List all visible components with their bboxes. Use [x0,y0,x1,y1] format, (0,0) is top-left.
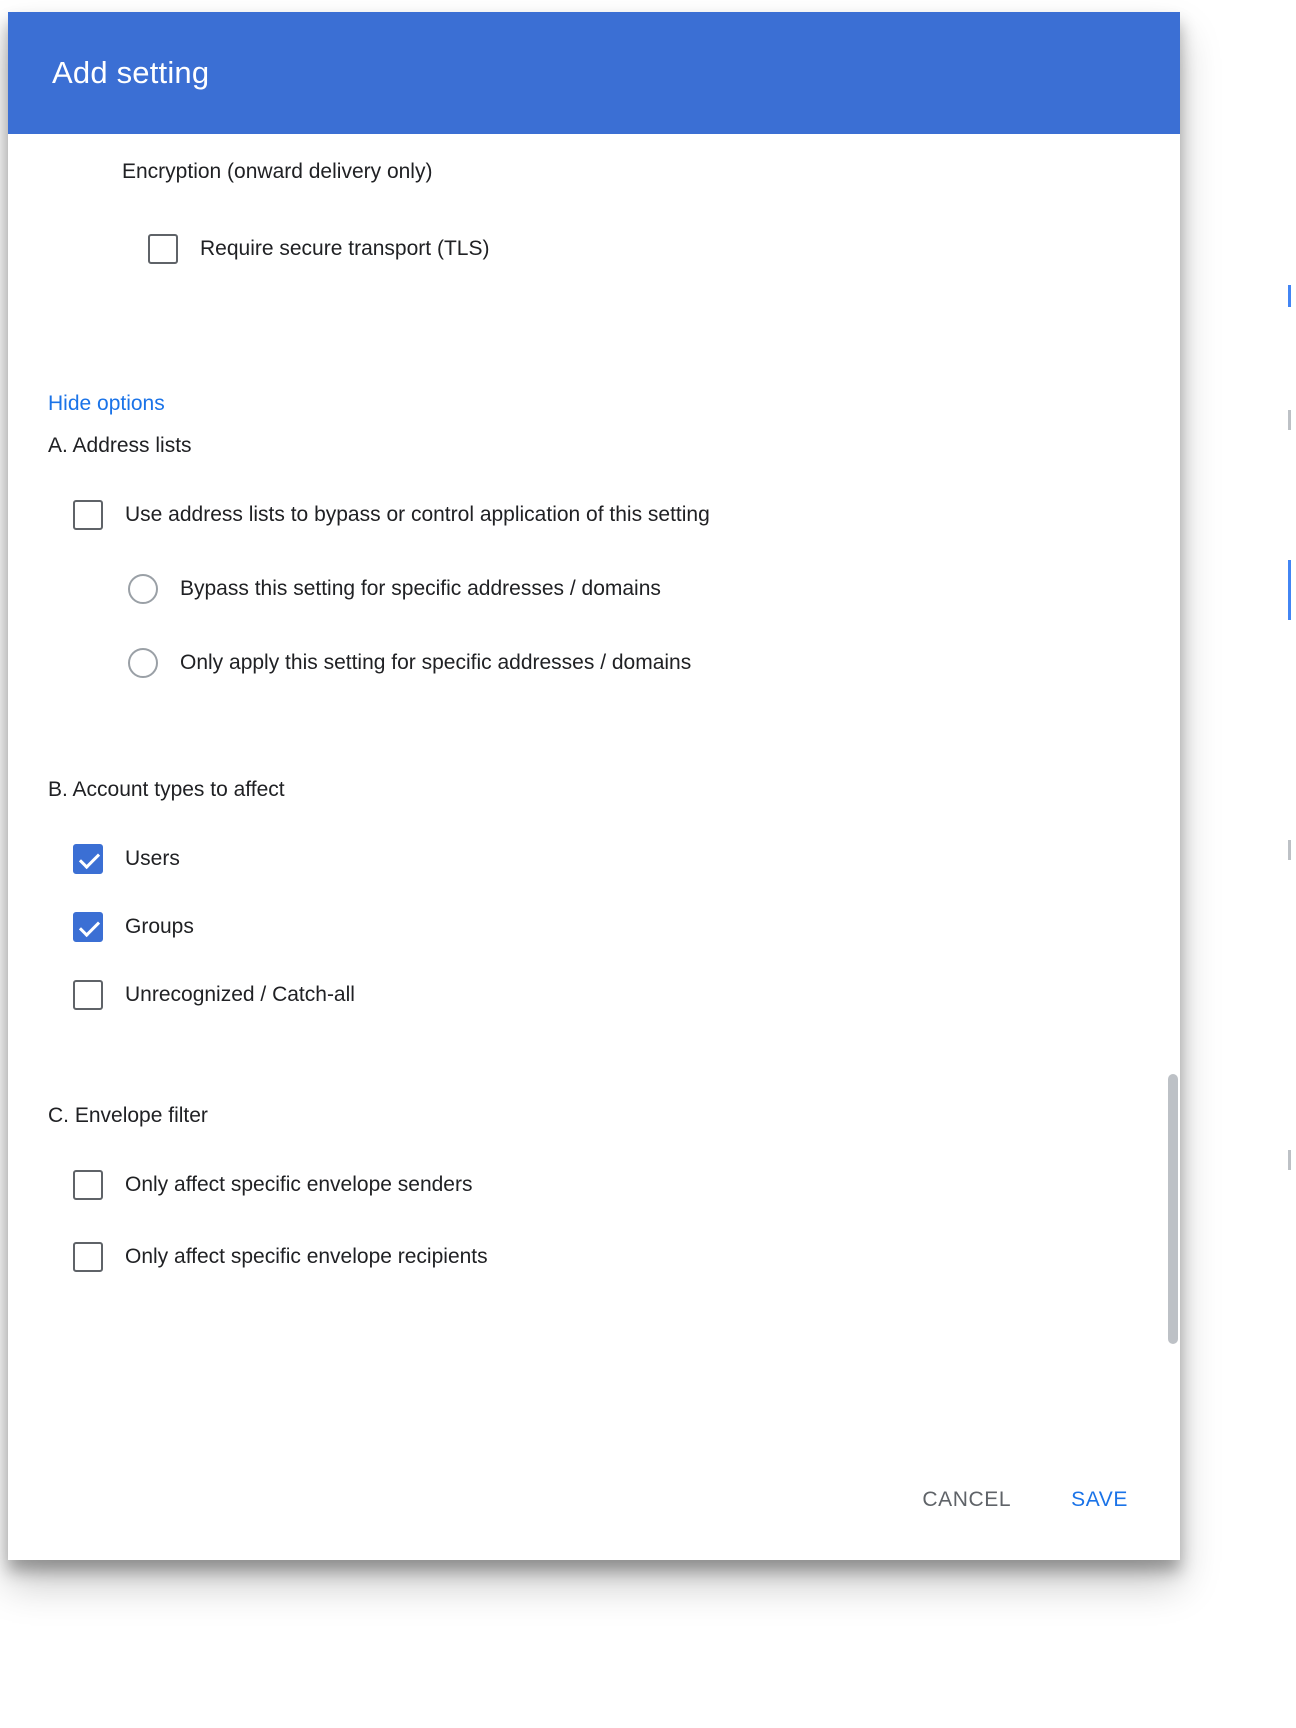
checkbox-icon[interactable] [73,912,103,942]
use-address-lists-label: Use address lists to bypass or control application of this setting [125,503,710,526]
radio-only-apply-setting-label: Only apply this setting for specific addresses / domains [180,651,692,674]
envelope-senders-checkbox-row[interactable] [48,1170,1140,1200]
users-checkbox-row[interactable] [48,844,1140,874]
groups-label: Groups [125,915,194,938]
background-accent-bar-5 [1288,1150,1291,1170]
hide-options-link[interactable]: Hide options [48,392,165,415]
add-setting-dialog [8,12,1180,1560]
require-tls-checkbox-row[interactable] [48,234,1140,264]
checkbox-icon[interactable] [73,980,103,1010]
dialog-footer [8,1440,1180,1560]
radio-bypass-setting-row[interactable] [48,574,1140,604]
dialog-body [8,134,1180,1440]
use-address-lists-checkbox-row[interactable] [48,500,1140,530]
checkbox-icon[interactable] [73,500,103,530]
checkbox-icon[interactable] [73,844,103,874]
checkbox-icon[interactable] [73,1242,103,1272]
groups-checkbox-row[interactable] [48,912,1140,942]
page-title: Add setting [52,55,210,90]
radio-icon[interactable] [128,648,158,678]
background-accent-bar-3 [1288,410,1291,430]
save-button[interactable]: SAVE [1063,1478,1136,1522]
checkbox-icon[interactable] [73,1170,103,1200]
users-label: Users [125,847,180,870]
section-heading-address-lists: A. Address lists [48,434,192,457]
dialog-scrollbar[interactable] [1166,134,1180,1440]
cancel-button[interactable]: CANCEL [914,1478,1019,1522]
radio-only-apply-setting-row[interactable] [48,648,1140,678]
encryption-section-label: Encryption (onward delivery only) [122,160,433,183]
checkbox-icon[interactable] [148,234,178,264]
dialog-header [8,12,1180,134]
section-heading-account-types: B. Account types to affect [48,778,285,801]
scrollbar-thumb[interactable] [1168,1074,1178,1344]
dialog-scroll-area[interactable] [8,134,1180,1440]
envelope-recipients-checkbox-row[interactable] [48,1242,1140,1272]
background-accent-bar-4 [1288,840,1291,860]
envelope-recipients-label: Only affect specific envelope recipients [125,1245,488,1268]
section-heading-envelope-filter: C. Envelope filter [48,1104,208,1127]
require-tls-label: Require secure transport (TLS) [200,237,490,260]
radio-bypass-setting-label: Bypass this setting for specific addresses / domains [180,577,661,600]
background-accent-bar-1 [1288,285,1291,307]
unrecognized-catchall-label: Unrecognized / Catch-all [125,983,355,1006]
unrecognized-catchall-checkbox-row[interactable] [48,980,1140,1010]
radio-icon[interactable] [128,574,158,604]
envelope-senders-label: Only affect specific envelope senders [125,1173,473,1196]
background-accent-bar-2 [1288,560,1291,620]
